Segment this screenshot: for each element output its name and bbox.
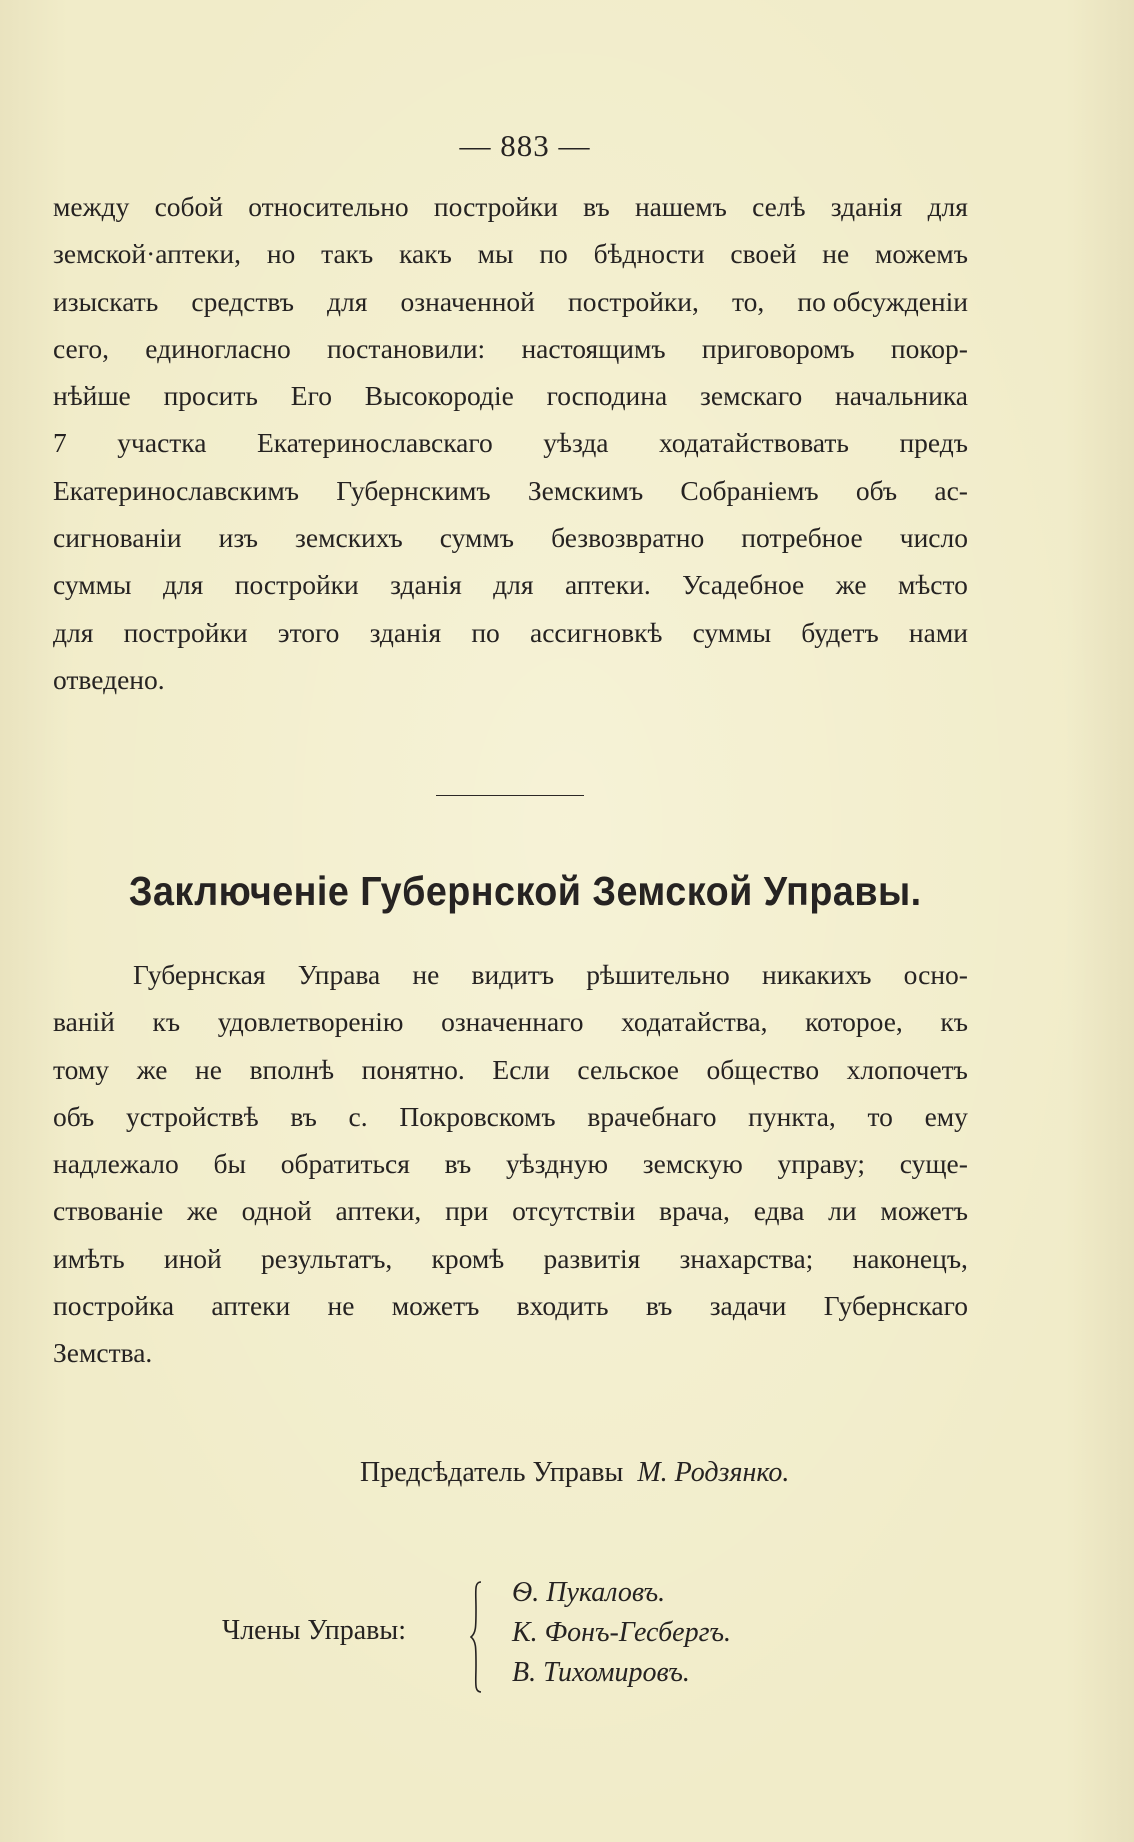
word: Если [492,1053,550,1085]
word: мѣсто [897,569,968,601]
word: Его [290,380,332,412]
word: вполнѣ [249,1053,335,1085]
word: с. [348,1100,368,1132]
word: средствъ [191,285,294,317]
word: этого [277,616,340,648]
word: ас- [934,474,968,506]
text-line [53,609,968,656]
word: которое, [805,1006,903,1038]
word: означеннаго [441,1006,584,1038]
word: суммы [692,616,772,648]
word: по [539,238,568,270]
word: сигнованіи [53,522,182,554]
word: можемъ [875,238,968,270]
word: Покровскомъ [399,1100,556,1132]
word: общество [706,1053,820,1085]
text-line [53,372,968,419]
member-name: Ѳ. Пукаловъ. [512,1577,666,1608]
word: ходатайствовать [659,427,849,459]
word: зданія [390,569,462,601]
word: суммъ [439,522,515,554]
text-line [53,230,968,277]
word: 7 [53,427,67,459]
word: Губернская [133,959,266,990]
word: участка [117,427,207,459]
word: число [899,522,968,554]
word: отведено. [53,663,165,695]
word: пункта, [748,1100,836,1132]
text-line [53,1187,968,1234]
word: нами [908,616,968,648]
word: при [445,1195,489,1227]
word: осно- [903,959,968,990]
word: едва [753,1195,805,1227]
word: суще- [899,1148,968,1180]
word: земскаго [700,380,803,412]
word: объ [855,474,898,506]
word: постройки [433,191,558,222]
text-line [53,278,968,325]
word: для [927,191,968,222]
word: постройка [53,1290,175,1322]
word: по обсужденіи [797,285,968,317]
word: имѣть [53,1242,125,1274]
word: обратиться [280,1148,410,1180]
word: Губернскимъ [336,474,491,506]
word: въ [645,1290,673,1322]
word: задачи [709,1290,787,1322]
chair-title: Предсѣдатель Управы [360,1457,624,1488]
word: удовлетворенію [217,1006,404,1038]
word: постройки [123,616,248,648]
word: для [493,569,534,601]
word: Земства. [53,1337,153,1369]
word: можетъ [391,1290,480,1322]
text-line [53,1140,968,1187]
conclusion-heading: Заключеніе Губернской Земской Управы. [128,868,922,914]
word: устройствѣ [125,1100,259,1132]
word: аптеки. [564,569,651,601]
word: означенной [400,285,535,317]
word: не [327,1290,355,1322]
word: аптеки [211,1290,291,1322]
page-number: — 883 — [459,128,591,163]
word: наконецъ, [852,1242,968,1274]
word: ассигновкѣ [530,616,663,648]
word: понятно. [361,1053,465,1085]
word: не [195,1053,222,1085]
word: изыскать [53,285,159,317]
word: приговоромъ [701,332,855,364]
word: въ [290,1100,317,1132]
text-line [53,419,968,466]
word: ваній [53,1006,115,1038]
word: для [162,569,204,601]
word: земскую [642,1148,743,1180]
word: Екатеринославскаго [256,427,493,459]
word: сего, [53,332,109,364]
word: постройки, [568,285,699,317]
word: потребное [741,522,863,554]
word: но [266,238,296,270]
word: не [822,238,850,270]
text-line [53,1046,968,1093]
word: Высокородіе [364,380,514,412]
word: между [53,191,130,222]
word: настоящимъ [521,332,666,364]
word: ходатайства, [621,1006,768,1038]
word: можетъ [880,1195,968,1227]
word: отсутствіи [512,1195,636,1227]
brace-icon [470,1581,482,1693]
word: Собраніемъ [680,474,819,506]
word: врачебнаго [587,1100,717,1132]
word: хлопочетъ [846,1053,968,1085]
word: иной [163,1242,222,1274]
members-label: Члены Управы: [222,1615,406,1646]
word: зданія [369,616,442,648]
word: земской·аптеки, [53,238,242,270]
word: результатъ, [261,1242,393,1274]
member-name: В. Тихомировъ. [512,1657,690,1688]
word: относительно [248,191,409,222]
word: надлежало [53,1148,179,1180]
word: то, [732,285,765,317]
text-line [53,467,968,514]
text-line [53,1282,968,1329]
section-divider [436,795,584,796]
word: одной [241,1195,312,1227]
word: просить [163,380,258,412]
text-line [53,1093,968,1140]
word: постановили: [327,332,486,364]
word: входить [516,1290,609,1322]
word: предъ [899,427,968,459]
word: къ [940,1006,968,1038]
word: видитъ [471,959,555,990]
text-line [53,514,968,561]
word: сельское [577,1053,679,1085]
word: земскихъ [295,522,403,554]
word: же [835,569,867,601]
word: Губернскаго [823,1290,968,1322]
word: въ [444,1148,472,1180]
word: Управа [297,959,381,990]
word: въ [583,191,610,222]
word: единогласно [145,332,291,364]
word: собой [154,191,224,222]
word: же [186,1195,218,1227]
word: изъ [218,522,258,554]
petition-paragraph [53,183,968,703]
word: зданія [830,191,903,222]
word: врача, [659,1195,730,1227]
word: объ [53,1100,95,1132]
text-line [53,183,968,230]
word: какъ [399,238,452,270]
word: уѣзда [543,427,609,459]
text-line [53,561,968,608]
text-line [53,325,968,372]
text-line [53,998,968,1045]
word: своей [730,238,797,270]
word: же [136,1053,168,1085]
word: уѣздную [505,1148,609,1180]
text-line [53,1235,968,1282]
chair-name: М. Родзянко. [637,1457,790,1488]
word: покор- [890,332,968,364]
word: развитія [543,1242,641,1274]
word: такъ [321,238,374,270]
word: не [412,959,440,990]
word: къ [152,1006,181,1038]
word: бы [213,1148,246,1180]
word: аптеки, [335,1195,422,1227]
word: постройки [234,569,359,601]
word: суммы [53,569,132,601]
word: управу; [777,1148,866,1180]
word: селѣ [752,191,806,222]
word: ствованіе [53,1195,164,1227]
word: безвозвратно [551,522,705,554]
word: знахарства; [679,1242,814,1274]
word: ли [828,1195,857,1227]
word: никакихъ [761,959,872,990]
word: ему [924,1100,968,1132]
word: Екатеринославскимъ [53,474,299,506]
word: Земскимъ [527,474,644,506]
word: бѣдности [593,238,705,270]
word: будетъ [801,616,879,648]
word: мы [477,238,514,270]
word: господина [546,380,668,412]
word: нашемъ [634,191,727,222]
word: тому [53,1053,110,1085]
text-line [53,1329,968,1376]
word: нѣйше [53,380,131,412]
chair-signature [360,1457,789,1489]
conclusion-paragraph [53,951,968,1377]
word: Усадебное [682,569,805,601]
word: начальника [835,380,968,412]
text-line [53,656,968,703]
word: кромѣ [431,1242,505,1274]
word: для [327,285,368,317]
word: рѣшительно [586,959,730,990]
member-name: К. Фонъ-Гесбергъ. [512,1617,732,1648]
text-line [53,951,968,998]
word: по [471,616,500,648]
word: то [867,1100,893,1132]
word: для [53,616,94,648]
